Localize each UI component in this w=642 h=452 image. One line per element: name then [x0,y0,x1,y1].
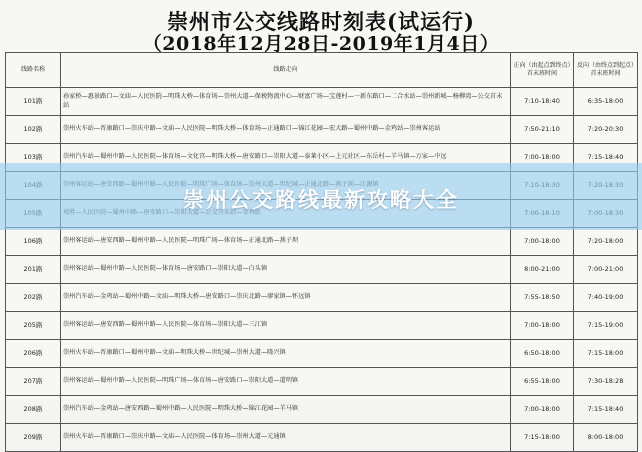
route-name: 101路 [6,88,61,116]
table-row [6,116,638,144]
route-stops: 崇州客运站—蜀州中路—人民医院—体育场—唐安路口—崇阳大道—白头镇 [61,256,511,284]
table-row [6,256,638,284]
route-stops: 崇州客运站—蜀州中路—人民医院—明珠广场—体育场—唐安路口—崇阳大道—道明镇 [61,368,511,396]
reverse-time: 7:00-21:00 [574,256,638,284]
route-stops: 崇州客运站—唐安西路—蜀州中路—人民医院—体育场—崇阳大道—三江镇 [61,312,511,340]
route-name: 103路 [6,144,61,172]
route-stops: 崇州火车站—晋康路口—崇庆中路—文庙—人民医院—体育场—崇州大道—元通镇 [61,424,511,452]
forward-time: 7:15-18:00 [511,424,574,452]
timetable-table [5,52,638,452]
header-route: 线路名称 [6,53,61,88]
forward-time: 7:10-18:40 [511,88,574,116]
route-stops: 崇州火车站—晋康路口—崇庆中路—文庙—人民医院—明珠大桥—体育场—正通路口—锦江花园—宏大路—蜀州中路—金鸡站—崇州客运站 [61,116,511,144]
reverse-time: 7:15-18:40 [574,396,638,424]
header-stops: 线路走向 [61,53,511,88]
table-header-row [6,53,638,88]
table-row [6,284,638,312]
route-name: 205路 [6,312,61,340]
forward-time: 6:55-18:00 [511,368,574,396]
route-stops: 崇州客运站—唐安西路—蜀州中路—人民医院—明珠广场—体育场—正通北路—燕子坝 [61,228,511,256]
route-name: 208路 [6,396,61,424]
route-name: 206路 [6,340,61,368]
reverse-time: 7:40-19:00 [574,284,638,312]
route-stops: 孙家桥—惠景路口—文庙—人民医院—明珠大桥—体育场—崇州大道—保税物流中心—财富广场—宝莲村—一新东路口—二合水站—崇州新城—杨柳湾—公交首末站 [61,88,511,116]
table-row [6,368,638,396]
reverse-time: 7:15-18:00 [574,340,638,368]
overlay-heading: 崇州公交路线最新攻略大全 [183,188,459,212]
forward-time: 7:55-18:50 [511,284,574,312]
forward-time: 7:00-18:00 [511,312,574,340]
forward-time: 7:00-18:00 [511,396,574,424]
route-name: 102路 [6,116,61,144]
reverse-time: 8:00-18:00 [574,424,638,452]
route-stops: 崇州火车站—晋康路口—蜀州中路—文庙—明珠大桥—世纪城—崇州大道—隆兴镇 [61,340,511,368]
reverse-time: 7:30-18:28 [574,368,638,396]
document-subtitle: （2018年12月28日-2019年1月4日） [142,33,500,55]
route-name: 201路 [6,256,61,284]
table-row [6,312,638,340]
table-row [6,424,638,452]
route-name: 106路 [6,228,61,256]
route-stops: 崇州汽车站—金鸡站—唐安西路—蜀州中路—人民医院—明珠大桥—锦江花园—羊马镇 [61,396,511,424]
forward-time: 6:50-18:00 [511,340,574,368]
reverse-time: 6:35-18:00 [574,88,638,116]
header-first: 正向（由起点到终点）首末班时间 [511,53,574,88]
forward-time: 7:00-18:00 [511,144,574,172]
route-name: 207路 [6,368,61,396]
route-stops: 崇州汽车站—金鸡站—蜀州中路—文庙—明珠大桥—唐安路口—崇庆北路—廖家镇—怀远镇 [61,284,511,312]
table-row [6,88,638,116]
reverse-time: 7:15-19:00 [574,312,638,340]
table-row [6,340,638,368]
reverse-time: 7:20-18:00 [574,228,638,256]
route-name: 202路 [6,284,61,312]
forward-time: 7:00-18:00 [511,228,574,256]
document-title: 崇州市公交线路时刻表(试运行) [167,9,475,34]
header-last: 反向（由终点到起点）首末班时间 [574,53,638,88]
forward-time: 8:00-21:00 [511,256,574,284]
reverse-time: 7:20-20:30 [574,116,638,144]
route-stops: 崇州汽车站—蜀州中路—人民医院—体育场—文化宫—明珠大桥—唐安路口—崇阳大道—泰莱小区—上元社区—东岳村—羊马镇—万家—中远 [61,144,511,172]
route-name: 209路 [6,424,61,452]
table-row [6,396,638,424]
reverse-time: 7:15-18:40 [574,144,638,172]
table-row [6,228,638,256]
forward-time: 7:50-21:10 [511,116,574,144]
